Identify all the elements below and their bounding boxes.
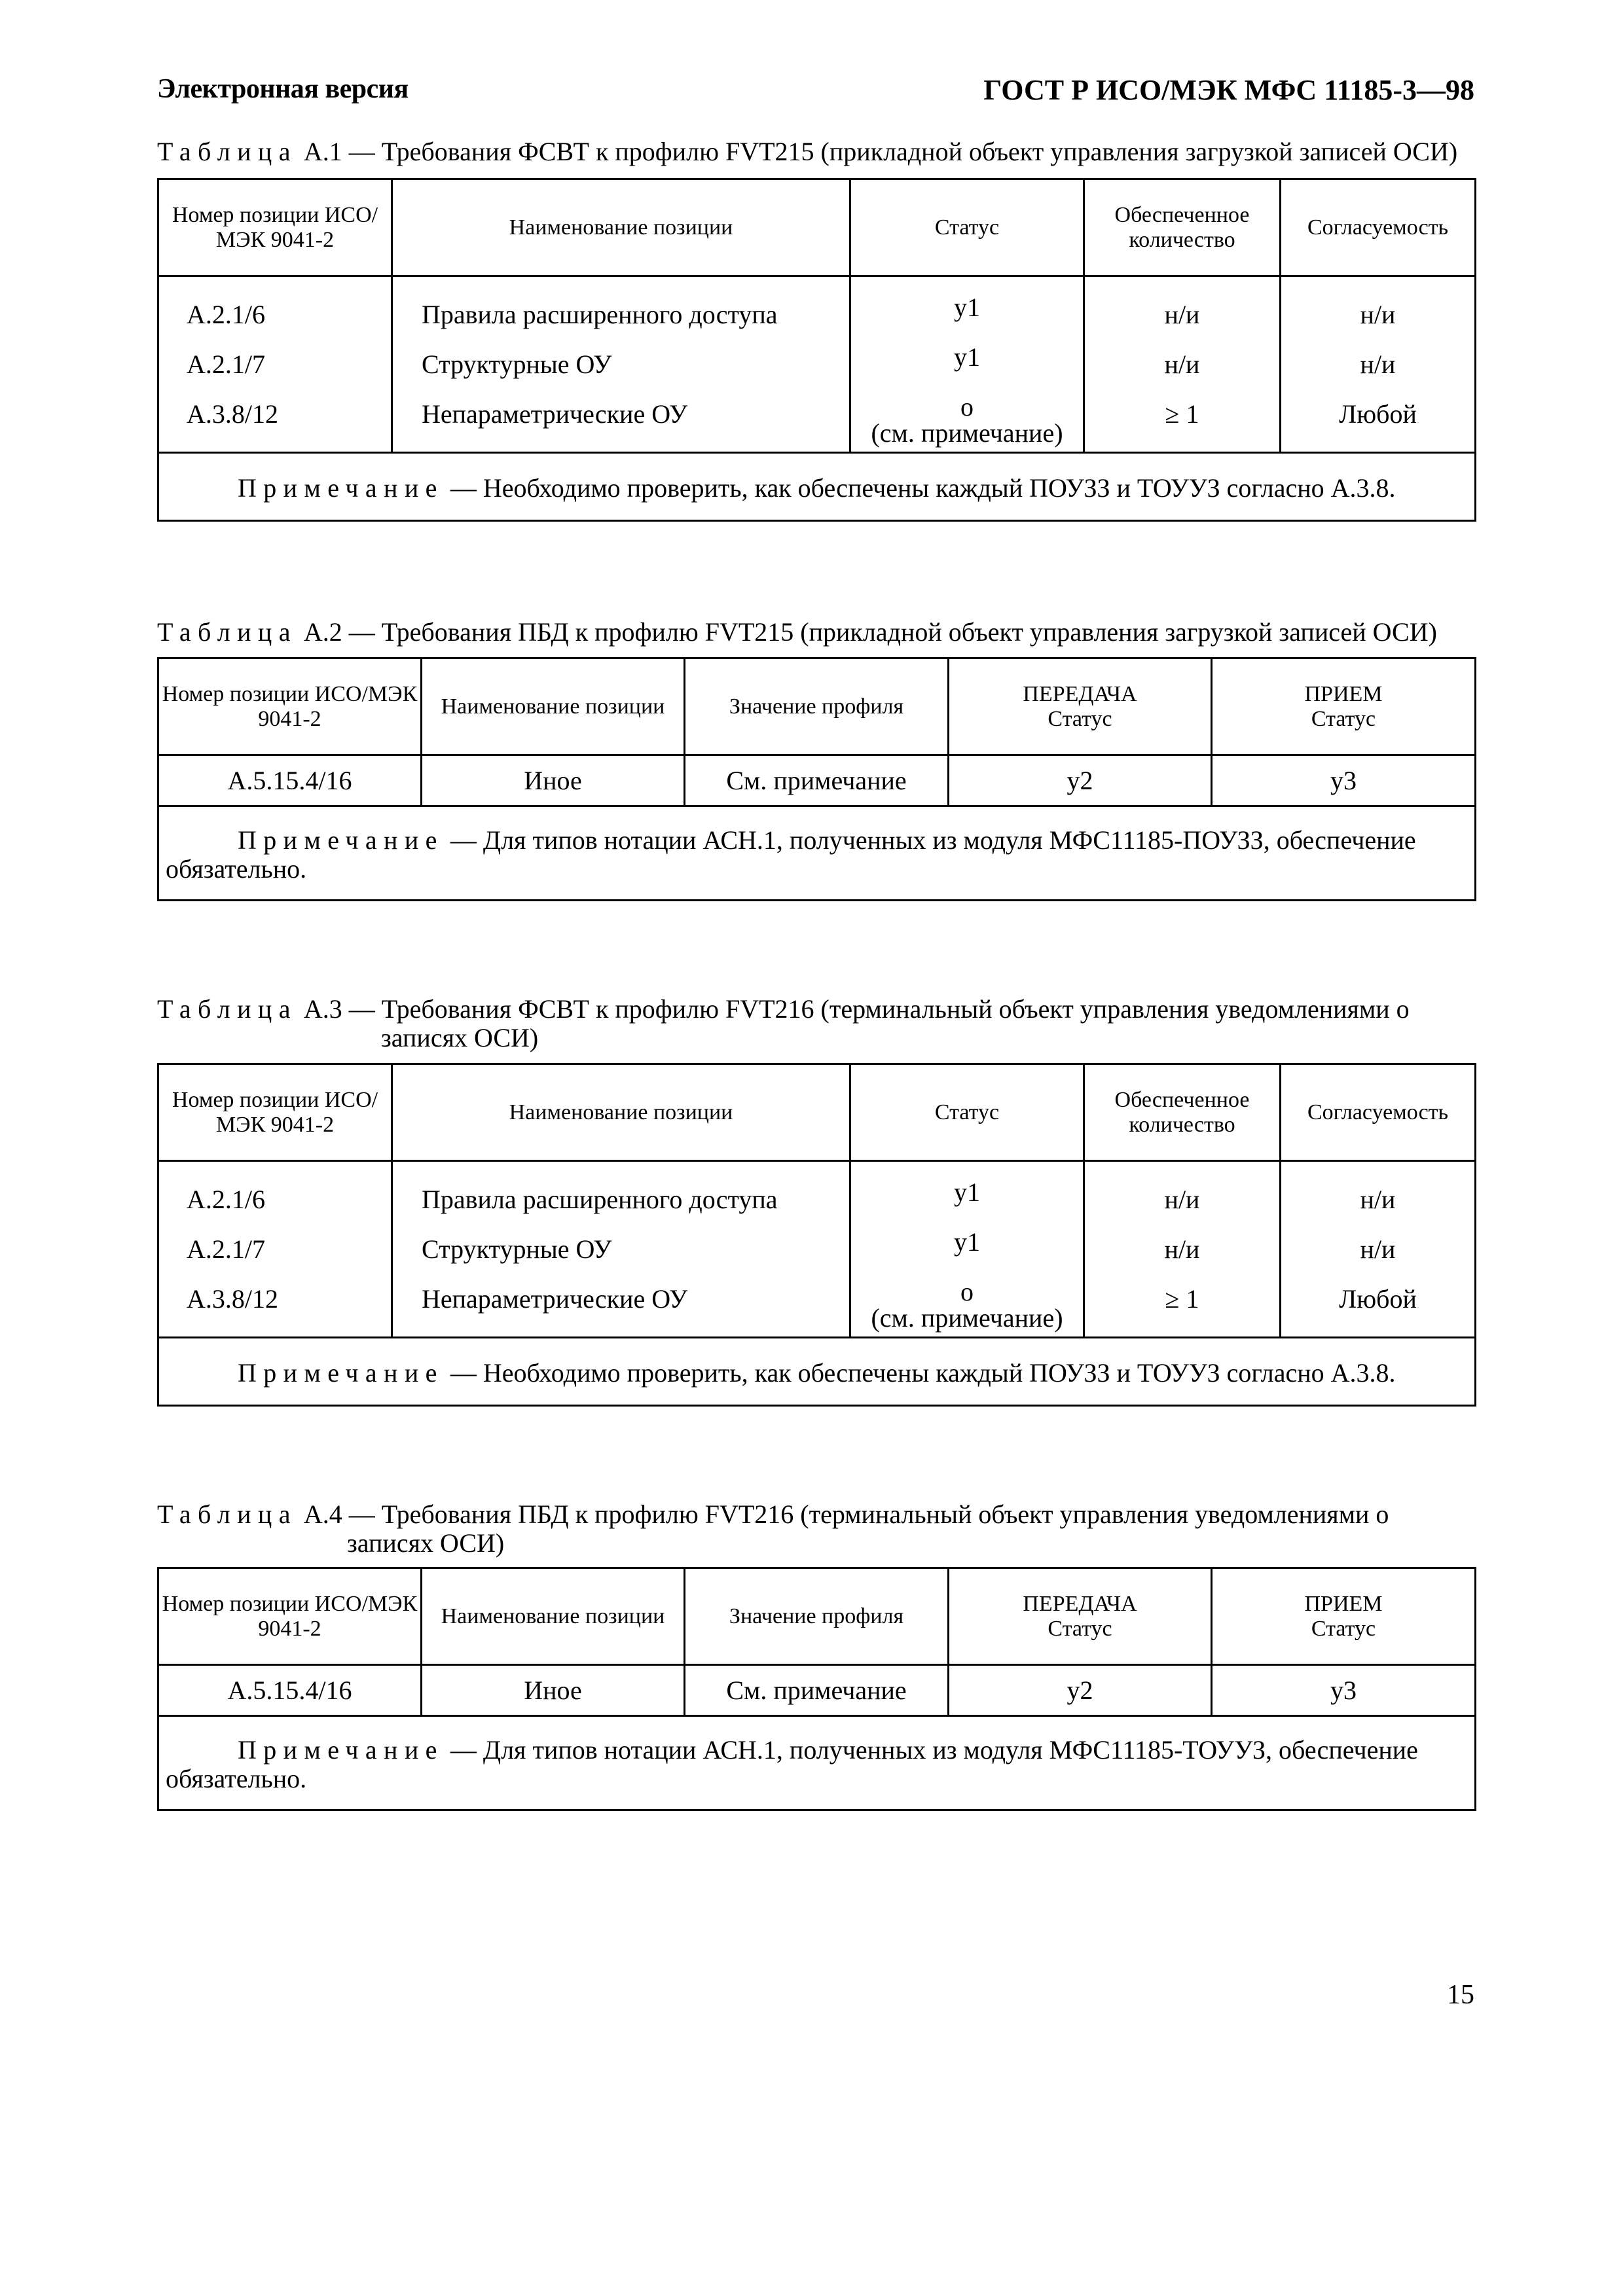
table-cell: См. примечание xyxy=(685,1665,949,1716)
table3-note-label: Примечание xyxy=(238,1357,444,1388)
page-header xyxy=(157,73,1474,113)
table-cell: у1 xyxy=(954,342,980,372)
table-row xyxy=(158,276,1476,453)
header-standard-number: ГОСТ Р ИСО/МЭК МФС 11185-3—98 xyxy=(983,74,1474,106)
table3-col-status xyxy=(850,1161,1084,1338)
table4 xyxy=(157,1567,1476,1811)
table2-header-item-name: Наименование позиции xyxy=(422,658,685,755)
table1-header-row xyxy=(158,179,1476,276)
table2 xyxy=(157,657,1476,901)
table1-note-label: Примечание xyxy=(238,473,444,503)
table3-header-quantity: Обеспеченное количество xyxy=(1084,1064,1281,1161)
table4-note-label: Примечание xyxy=(238,1734,444,1765)
table2-note-label: Примечание xyxy=(238,825,444,855)
table-cell: Правила расширенного доступа xyxy=(422,1184,778,1214)
table2-note-row xyxy=(158,806,1476,901)
table4-header-profile-value: Значение профиля xyxy=(685,1568,949,1665)
table1-col-status xyxy=(850,276,1084,453)
table2-note-text: — Для типов нотации АСН.1, полученных из модуля МФС11185-ПОУЗЗ, обеспечение обязательно. xyxy=(166,825,1416,884)
page-number: 15 xyxy=(1447,1980,1474,2010)
table3-header-row xyxy=(158,1064,1476,1161)
table-cell: А.5.15.4/16 xyxy=(158,1665,422,1716)
table4-header-receive-status: Статус xyxy=(1311,1616,1376,1641)
table4-header-item-number: Номер позиции ИСО/МЭК 9041-2 xyxy=(158,1568,422,1665)
table3-caption-label: Таблица xyxy=(157,994,297,1024)
table3-caption-continuation: записях ОСИ) xyxy=(381,1023,539,1052)
table-cell: А.2.1/7 xyxy=(187,1234,265,1264)
table4-header-item-name: Наименование позиции xyxy=(422,1568,685,1665)
table-cell: Иное xyxy=(422,755,685,806)
table-cell: Любой xyxy=(1339,1283,1417,1314)
table1-note-row xyxy=(158,453,1476,521)
table4-header-receive-label: ПРИЕМ xyxy=(1304,1591,1383,1616)
table4-caption-label: Таблица xyxy=(157,1499,297,1529)
table2-caption xyxy=(157,618,1474,647)
table-cell: А.3.8/12 xyxy=(187,399,278,429)
table2-header-transmit-label: ПЕРЕДАЧА xyxy=(1023,681,1137,706)
table3-col-quantity xyxy=(1084,1161,1281,1338)
table3-note-text: — Необходимо проверить, как обеспечены каждый ПОУЗЗ и ТОУУЗ согласно А.3.8. xyxy=(443,1357,1396,1388)
table-cell: о xyxy=(960,1276,974,1306)
table4-header-transmit-label: ПЕРЕДАЧА xyxy=(1023,1591,1137,1616)
table1-caption-label: Таблица xyxy=(157,137,297,166)
table1-col-conformance xyxy=(1281,276,1476,453)
table2-header-profile-value: Значение профиля xyxy=(685,658,949,755)
table3-caption xyxy=(157,995,1474,1052)
table-row xyxy=(158,1161,1476,1338)
table4-caption xyxy=(157,1500,1474,1558)
table-cell: Структурные ОУ xyxy=(422,349,612,379)
table-cell: н/и xyxy=(1164,299,1200,329)
table1-header-item-name: Наименование позиции xyxy=(392,179,850,276)
table-cell: у1 xyxy=(954,1227,980,1257)
table1-header-status: Статус xyxy=(850,179,1084,276)
table4-note-text: — Для типов нотации АСН.1, полученных из модуля МФС11185-ТОУУЗ, обеспечение обязательно. xyxy=(166,1734,1418,1793)
table3-header-item-name: Наименование позиции xyxy=(392,1064,850,1161)
table-cell: н/и xyxy=(1164,1184,1200,1214)
table-cell: у3 xyxy=(1212,1665,1476,1716)
table-row xyxy=(158,755,1476,806)
table1-col-item-number xyxy=(158,276,392,453)
table3-note xyxy=(158,1338,1476,1406)
table-cell: ≥ 1 xyxy=(1165,1283,1199,1314)
table-cell: А.2.1/6 xyxy=(187,299,265,329)
table1-header-quantity: Обеспеченное количество xyxy=(1084,179,1281,276)
table-cell: ≥ 1 xyxy=(1165,399,1199,429)
table-cell: у1 xyxy=(954,292,980,322)
table1 xyxy=(157,178,1476,522)
table4-note-row xyxy=(158,1716,1476,1810)
table-cell: Правила расширенного доступа xyxy=(422,299,778,329)
table-cell: н/и xyxy=(1360,299,1396,329)
table1-note-text: — Необходимо проверить, как обеспечены каждый ПОУЗЗ и ТОУУЗ согласно А.3.8. xyxy=(443,473,1396,503)
table3-header-item-number: Номер позиции ИСО/МЭК 9041-2 xyxy=(158,1064,392,1161)
table-cell: у2 xyxy=(949,1665,1212,1716)
table-cell: н/и xyxy=(1360,1234,1396,1264)
table-cell: Структурные ОУ xyxy=(422,1234,612,1264)
table1-note xyxy=(158,453,1476,521)
table2-header-item-number: Номер позиции ИСО/МЭК 9041-2 xyxy=(158,658,422,755)
table3-col-conformance xyxy=(1281,1161,1476,1338)
table4-header-receive xyxy=(1212,1568,1476,1665)
table4-header-transmit xyxy=(949,1568,1212,1665)
table-cell: н/и xyxy=(1164,1234,1200,1264)
table2-caption-label: Таблица xyxy=(157,617,297,647)
table-cell: Непараметрические ОУ xyxy=(422,399,688,429)
table3-note-row xyxy=(158,1338,1476,1406)
table2-note xyxy=(158,806,1476,901)
table2-header-receive xyxy=(1212,658,1476,755)
table-row xyxy=(158,1665,1476,1716)
table3-header-status: Статус xyxy=(850,1064,1084,1161)
table3-caption-text: А.3 — Требования ФСВТ к профилю FVT216 (терминальный объект управления уведомлениями о xyxy=(297,994,1410,1024)
table2-header-row xyxy=(158,658,1476,755)
table-cell: н/и xyxy=(1360,349,1396,379)
table-cell: о xyxy=(960,391,974,422)
table4-caption-text: А.4 — Требования ПБД к профилю FVT216 (терминальный объект управления уведомлениями о xyxy=(297,1499,1389,1529)
table1-caption-text: А.1 — Требования ФСВТ к профилю FVT215 (прикладной объект управления загрузкой записей ОСИ) xyxy=(297,137,1458,166)
table3 xyxy=(157,1063,1476,1407)
table1-header-conformance: Согласуемость xyxy=(1281,179,1476,276)
table2-caption-text: А.2 — Требования ПБД к профилю FVT215 (прикладной объект управления загрузкой записей ОСИ) xyxy=(297,617,1437,647)
table1-col-item-name xyxy=(392,276,850,453)
table4-header-transmit-status: Статус xyxy=(1048,1616,1112,1641)
table3-col-item-name xyxy=(392,1161,850,1338)
table-cell: (см. примечание) xyxy=(871,1302,1063,1333)
table-cell: Любой xyxy=(1339,399,1417,429)
table-cell: (см. примечание) xyxy=(871,418,1063,448)
table-cell: н/и xyxy=(1164,349,1200,379)
table2-header-transmit-status: Статус xyxy=(1048,706,1112,731)
table2-header-transmit xyxy=(949,658,1212,755)
table-cell: А.2.1/7 xyxy=(187,349,265,379)
table3-col-item-number xyxy=(158,1161,392,1338)
table1-header-item-number: Номер позиции ИСО/МЭК 9041-2 xyxy=(158,179,392,276)
table-cell: у1 xyxy=(954,1177,980,1207)
table-cell: См. примечание xyxy=(685,755,949,806)
table-cell: Иное xyxy=(422,1665,685,1716)
table4-header-row xyxy=(158,1568,1476,1665)
table-cell: н/и xyxy=(1360,1184,1396,1214)
table4-caption-continuation: записях ОСИ) xyxy=(347,1528,505,1558)
table-cell: А.5.15.4/16 xyxy=(158,755,422,806)
table1-caption xyxy=(157,137,1474,166)
header-left-text: Электронная версия xyxy=(157,74,409,104)
table-cell: Непараметрические ОУ xyxy=(422,1283,688,1314)
table-cell: А.3.8/12 xyxy=(187,1283,278,1314)
table1-col-quantity xyxy=(1084,276,1281,453)
table2-header-receive-status: Статус xyxy=(1311,706,1376,731)
table-cell: у3 xyxy=(1212,755,1476,806)
table4-note xyxy=(158,1716,1476,1810)
table-cell: А.2.1/6 xyxy=(187,1184,265,1214)
table2-header-receive-label: ПРИЕМ xyxy=(1304,681,1383,706)
table3-header-conformance: Согласуемость xyxy=(1281,1064,1476,1161)
table-cell: у2 xyxy=(949,755,1212,806)
